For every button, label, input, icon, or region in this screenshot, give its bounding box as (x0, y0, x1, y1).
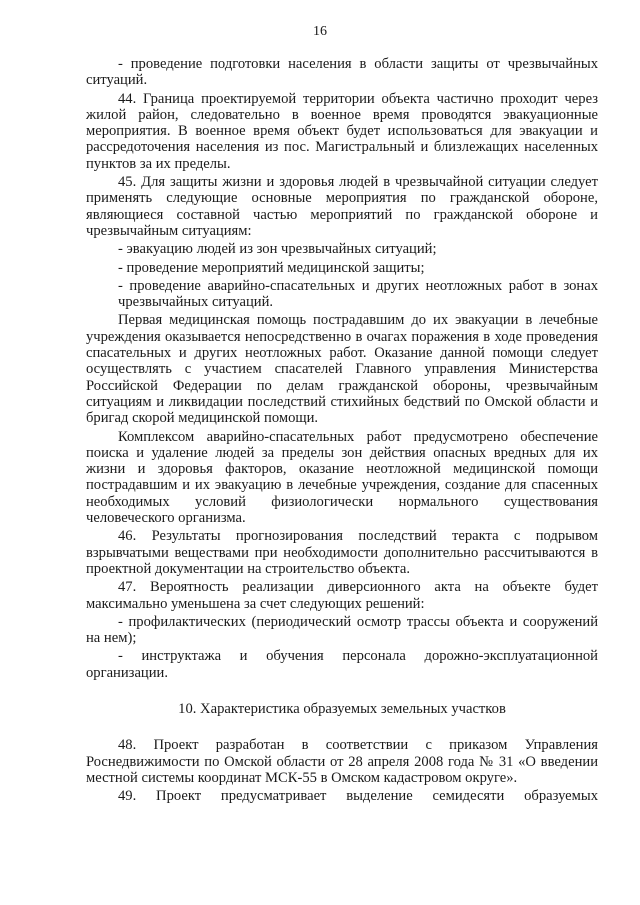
bullet-item: - проведение мероприятий медицинской защиты; (118, 259, 425, 276)
page-number: 16 (313, 24, 327, 39)
document-body (86, 56, 598, 806)
paragraph-49: 49. Проект предусматривает выделение семидесяти образуемых (118, 788, 598, 805)
section-heading: 10. Характеристика образуемых земельных участков (178, 700, 506, 717)
paragraph-44: 44. Граница проектируемой территории объекта частично проходит через жилой район, следовательно в военное время проводятся эвакуационные мероприятия. В военное время объект будет использоваться для эвакуации и рассредоточения населения из пос. Магистральный и близлежащих населенных пунктов за их пределы. (86, 90, 598, 172)
paragraph-47: 47. Вероятность реализации диверсионного акта на объекте будет максимально уменьшена за счет следующих решений: (86, 579, 598, 612)
bullet-item: - профилактических (периодический осмотр трассы объекта и сооружений на нем); (86, 613, 598, 647)
paragraph-46: 46. Результаты прогнозирования последствий теракта с подрывом взрывчатыми веществами при необходимости дополнительно рассчитываются в проектной документации на строительство объекта. (86, 528, 598, 577)
paragraph: - проведение подготовки населения в области защиты от чрезвычайных ситуаций. (86, 56, 598, 89)
bullet-item: - проведение аварийно-спасательных и других неотложных работ в зонах чрезвычайных ситуаций. (118, 277, 598, 311)
bullet-item: - эвакуацию людей из зон чрезвычайных ситуаций; (118, 241, 437, 258)
paragraph-48: 48. Проект разработан в соответствии с приказом Управления Роснедвижимости по Омской области от 28 апреля 2008 года № 31 «О введении местной системы координат МСК-55 в Омском кадастровом округе». (86, 737, 598, 786)
paragraph-45: 45. Для защиты жизни и здоровья людей в чрезвычайной ситуации следует применять следующие основные мероприятия по гражданской обороне, являющиеся составной частью мероприятий по гражданской обороне и чрезвычайным ситуациям: (86, 174, 598, 239)
paragraph: Комплексом аварийно-спасательных работ предусмотрено обеспечение поиска и удаление людей за пределы зон действия опасных вредных для их жизни и здоровья факторов, оказание неотложной медицинской помощи пострадавшим и их эвакуацию в лечебные учреждения, создание для спасенных необходимых условий физиологически нормального существования человеческого организма. (86, 428, 598, 527)
paragraph: Первая медицинская помощь пострадавшим до их эвакуации в лечебные учреждения оказывается непосредственно в очагах поражения в ходе проведения спасательных и других неотложных работ. Оказание данной помощи следует осуществлять с участием спасателей Главного управления Министерства Российской Федерации по делам гражданской обороны, чрезвычайным ситуациям и ликвидации последствий стихийных бедствий по Омской области и бригад скорой медицинской помощи. (86, 312, 598, 427)
bullet-item: - инструктажа и обучения персонала дорожно-эксплуатационной организации. (86, 648, 598, 681)
